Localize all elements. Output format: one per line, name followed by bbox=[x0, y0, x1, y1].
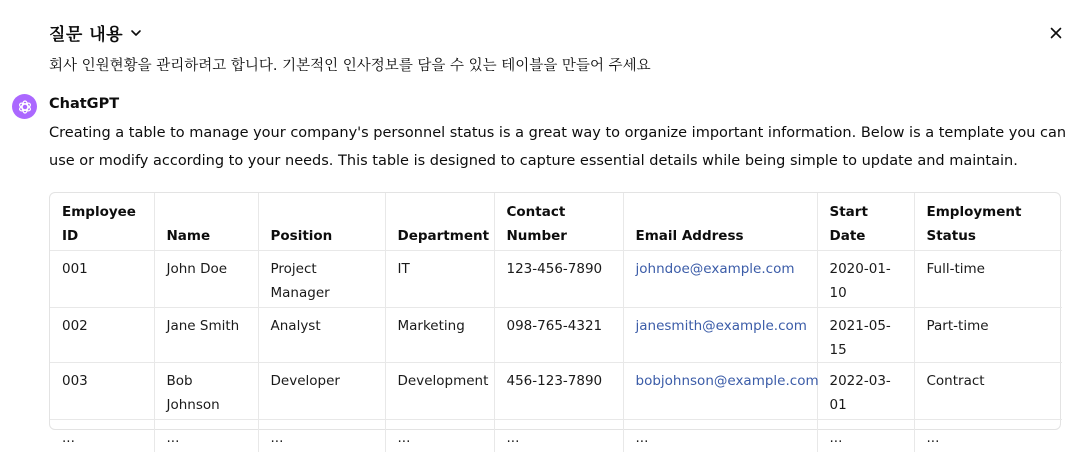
column-header: Employee ID bbox=[50, 193, 154, 250]
table-cell: Bob Johnson bbox=[154, 362, 258, 419]
table-header-row bbox=[50, 193, 1062, 250]
column-header: Start Date bbox=[817, 193, 914, 250]
table-cell: Marketing bbox=[385, 307, 494, 362]
table-cell: 2022-03-01 bbox=[817, 362, 914, 419]
table-cell: ... bbox=[817, 419, 914, 452]
table-cell: 123-456-7890 bbox=[494, 250, 623, 307]
table-cell: Full-time bbox=[914, 250, 1062, 307]
table-cell: ... bbox=[50, 419, 154, 452]
table-row bbox=[50, 307, 1062, 362]
table-cell: Analyst bbox=[258, 307, 385, 362]
table-cell: Part-time bbox=[914, 307, 1062, 362]
table-cell: Contract bbox=[914, 362, 1062, 419]
table-cell: John Doe bbox=[154, 250, 258, 307]
column-header: Email Address bbox=[623, 193, 817, 250]
modal-title: 질문 내용 bbox=[49, 25, 124, 45]
table-cell: Developer bbox=[258, 362, 385, 419]
column-header: Position bbox=[258, 193, 385, 250]
table-cell: 2021-05-15 bbox=[817, 307, 914, 362]
table-cell: Development bbox=[385, 362, 494, 419]
column-header: Contact Number bbox=[494, 193, 623, 250]
sender-name: ChatGPT bbox=[49, 96, 120, 112]
column-header: Name bbox=[154, 193, 258, 250]
table-cell: ... bbox=[926, 429, 940, 446]
personnel-table bbox=[49, 192, 1061, 446]
table-cell: 003 bbox=[50, 362, 154, 419]
email-link[interactable]: janesmith@example.com bbox=[623, 307, 817, 362]
table-cell: IT bbox=[385, 250, 494, 307]
table-cell: 098-765-4321 bbox=[494, 307, 623, 362]
table-cell: Jane Smith bbox=[154, 307, 258, 362]
table-cell: ... bbox=[258, 419, 385, 452]
openai-logo-icon bbox=[17, 99, 33, 115]
table-row bbox=[50, 362, 1062, 419]
email-link[interactable]: johndoe@example.com bbox=[623, 250, 817, 307]
modal-header[interactable] bbox=[49, 20, 143, 45]
close-icon[interactable] bbox=[1047, 24, 1065, 42]
table-cell: 002 bbox=[50, 307, 154, 362]
user-question: 회사 인원현황을 관리하려고 합니다. 기본적인 인사정보를 담을 수 있는 테이블을 만들어 주세요 bbox=[49, 58, 651, 74]
table-cell: 456-123-7890 bbox=[494, 362, 623, 419]
column-header: Employment Status bbox=[914, 193, 1062, 250]
table-cell: 001 bbox=[50, 250, 154, 307]
table-cell: ... bbox=[494, 419, 623, 452]
table-cell: ... bbox=[154, 419, 258, 452]
table-cell: 2020-01-10 bbox=[817, 250, 914, 307]
email-link[interactable]: bobjohnson@example.com bbox=[623, 362, 817, 419]
table-row bbox=[50, 419, 1062, 452]
table-cell: Project Manager bbox=[258, 250, 385, 307]
table-cell: ... bbox=[385, 419, 494, 452]
table-row bbox=[50, 250, 1062, 307]
assistant-avatar bbox=[12, 94, 37, 119]
column-header: Department bbox=[385, 193, 494, 250]
chevron-down-icon[interactable] bbox=[129, 26, 143, 40]
response-intro: Creating a table to manage your company's personnel status is a great way to organize important information. Below is a template you can use or modify according to your needs. This table is designed to capture essential details while being simple to update and maintain. bbox=[49, 125, 1067, 169]
table-cell: ... bbox=[623, 419, 817, 452]
